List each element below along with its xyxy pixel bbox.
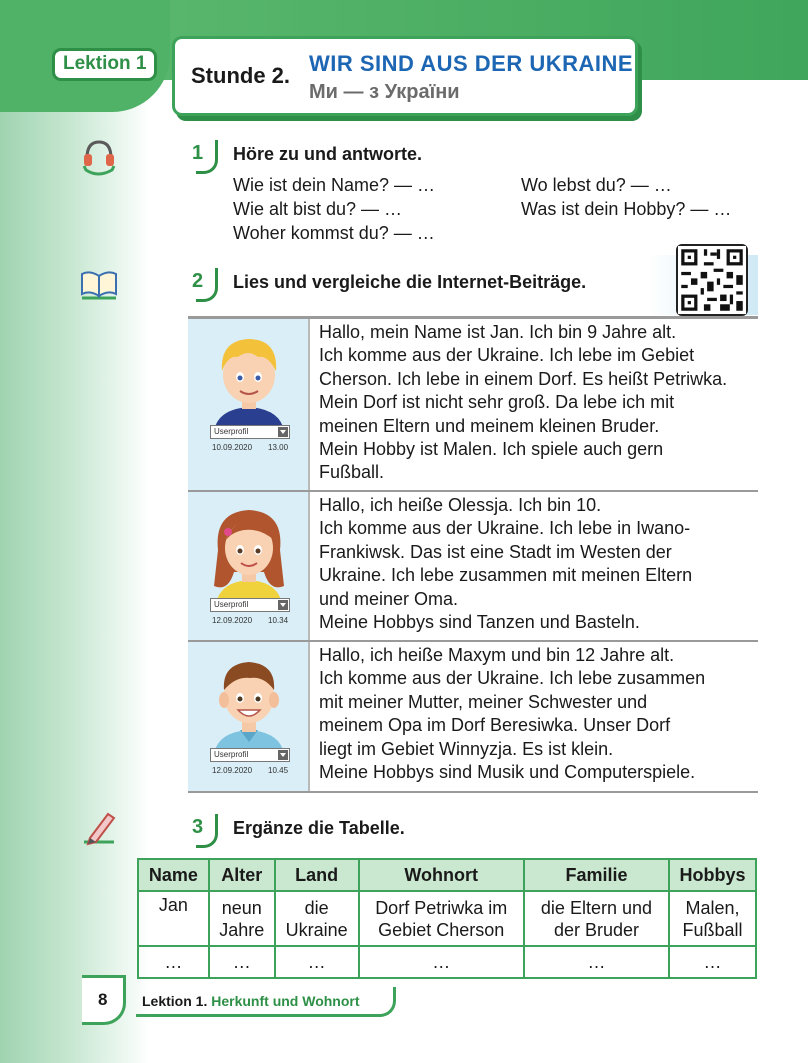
- table-cell: die Eltern und der Bruder: [524, 891, 669, 946]
- footer-lektion: Lektion 1.: [142, 993, 208, 1009]
- post-time: 10.34: [268, 616, 289, 625]
- table-cell: …: [209, 946, 275, 978]
- table-cell: …: [524, 946, 669, 978]
- avatar-panel: [188, 492, 310, 640]
- column-header: Alter: [209, 859, 275, 891]
- table-cell: neun Jahre: [209, 891, 275, 946]
- table-cell: Dorf Petriwka im Gebiet Cherson: [359, 891, 524, 946]
- qr-code-icon[interactable]: [676, 244, 748, 316]
- table-header-row: [138, 859, 756, 891]
- exercise-3-number: 3: [184, 814, 224, 850]
- lesson-title-german: WIR SIND AUS DER UKRAINE: [309, 51, 634, 76]
- stunde-label: Stunde 2.: [191, 63, 291, 88]
- column-header: Wohnort: [359, 859, 524, 891]
- exercise-2-instruction: Lies und vergleiche die Internet-Beiträge.: [233, 272, 587, 292]
- user-profile-dropdown[interactable]: Userprofil: [210, 598, 290, 612]
- column-header: Name: [138, 859, 209, 891]
- lesson-title-card: [172, 36, 638, 116]
- table-cell: Jan: [138, 891, 209, 946]
- question: Wo lebst du? — …: [521, 175, 672, 195]
- post-text: Hallo, mein Name ist Jan. Ich bin 9 Jahre alt. Ich komme aus der Ukraine. Ich lebe im Gebiet Cherson. Ich lebe in einem Dorf. Es heißt Petriwka. Mein Dorf ist nicht sehr groß. Da lebe ich mit meinen Eltern und meinem kleinen Bruder. Mein Hobby ist Malen. Ich spiele auch gern Fußball.: [319, 322, 728, 483]
- post-jan: [188, 319, 758, 492]
- column-header: Land: [275, 859, 359, 891]
- exercise-3-instruction: Ergänze die Tabelle.: [233, 818, 405, 838]
- table-cell: …: [138, 946, 209, 978]
- table-row: [138, 891, 756, 946]
- question: Wie ist dein Name? — …: [233, 175, 436, 195]
- user-profile-dropdown[interactable]: Userprofil: [210, 748, 290, 762]
- table-cell: …: [359, 946, 524, 978]
- post-olessja: [188, 492, 758, 642]
- headphones-icon: [78, 136, 120, 176]
- post-date: 10.09.2020: [212, 443, 253, 452]
- column-header: Familie: [524, 859, 669, 891]
- question: Wie alt bist du? — …: [233, 199, 403, 219]
- post-maxym: [188, 642, 758, 793]
- avatar-girl-auburn: [204, 500, 294, 604]
- table-cell: Malen, Fußball: [669, 891, 756, 946]
- column-header: Hobbys: [669, 859, 756, 891]
- avatar-panel: [188, 642, 310, 791]
- post-time: 13.00: [268, 443, 289, 452]
- table-cell: …: [669, 946, 756, 978]
- post-text: Hallo, ich heiße Maxym und bin 12 Jahre alt. Ich komme aus der Ukraine. Ich lebe zusammen mit meiner Mutter, meiner Schwester und meinem Opa im Dorf Beresiwka. Unser Dorf liegt im Gebiet Winnyzja. Es ist klein. Meine Hobbys sind Musik und Computerspiele.: [319, 645, 706, 783]
- pencil-icon: [78, 808, 120, 848]
- exercise-1-instruction: Höre zu und antworte.: [233, 144, 422, 164]
- page-number: 8: [98, 990, 108, 1009]
- exercise-2-number: 2: [184, 268, 224, 304]
- avatar-panel: [188, 319, 310, 490]
- question: Woher kommst du? — …: [233, 223, 435, 243]
- fill-in-table: [137, 858, 757, 979]
- footer-topic: Herkunft und Wohnort: [211, 993, 360, 1009]
- post-date: 12.09.2020: [212, 616, 253, 625]
- chevron-down-icon: [278, 600, 288, 610]
- open-book-icon: [78, 264, 120, 304]
- post-time: 10.45: [268, 766, 289, 775]
- chevron-down-icon: [278, 750, 288, 760]
- lesson-title-ukrainian: Ми — з України: [309, 81, 460, 103]
- lektion-badge: Lektion 1: [52, 48, 157, 81]
- avatar-boy-blond: [204, 327, 294, 431]
- table-cell: …: [275, 946, 359, 978]
- post-date: 12.09.2020: [212, 766, 253, 775]
- chevron-down-icon: [278, 427, 288, 437]
- footer-running-title: [142, 993, 360, 1009]
- exercise-1-number: 1: [184, 140, 224, 176]
- left-decor-band: [0, 0, 150, 1063]
- user-profile-dropdown[interactable]: Userprofil: [210, 425, 290, 439]
- post-text: Hallo, ich heiße Olessja. Ich bin 10. Ich komme aus der Ukraine. Ich lebe in Iwano- Frankiwsk. Das ist eine Stadt im Westen der Ukraine. Ich lebe zusammen mit meinen Eltern und meiner Oma. Meine Hobbys sind Tanzen und Basteln.: [319, 495, 693, 633]
- question: Was ist dein Hobby? — …: [521, 199, 732, 219]
- table-cell: die Ukraine: [275, 891, 359, 946]
- internet-posts: [188, 316, 758, 790]
- table-row: [138, 946, 756, 978]
- avatar-boy-brown: [204, 650, 294, 754]
